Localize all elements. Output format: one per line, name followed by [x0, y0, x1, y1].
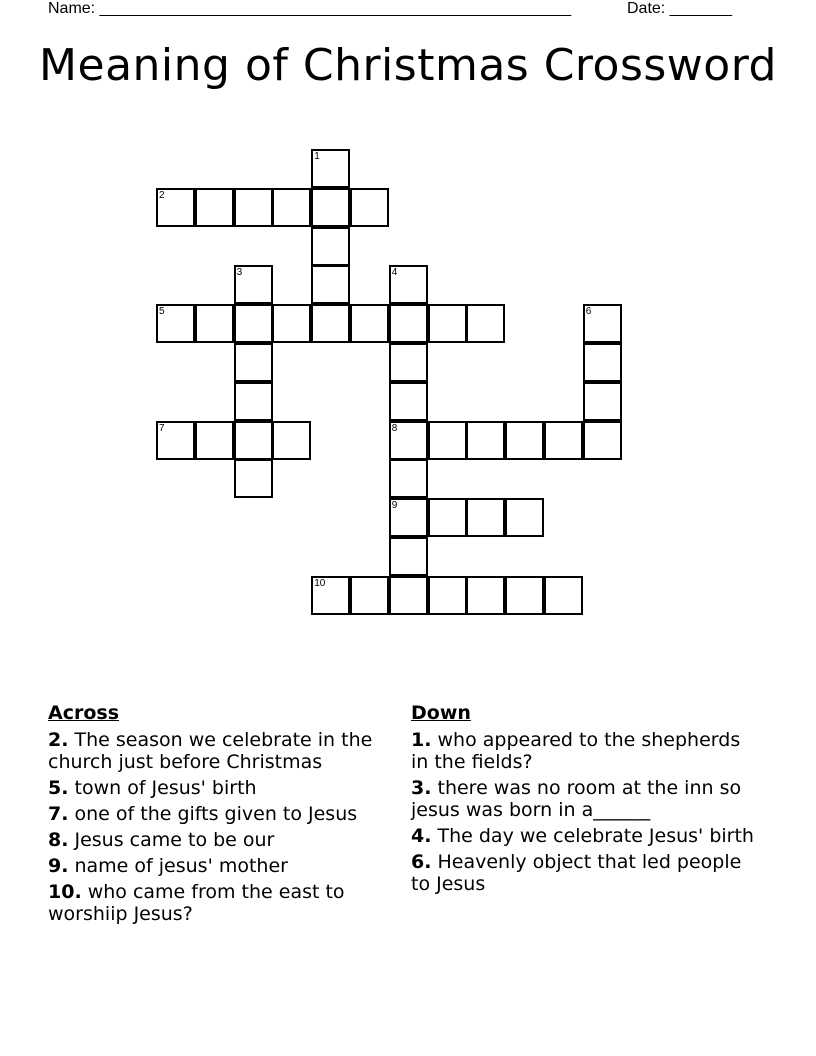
clue-text: who appeared to the shepherds in the fields? — [411, 729, 741, 773]
crossword-cell[interactable] — [428, 421, 467, 460]
crossword-cell[interactable] — [389, 537, 428, 576]
crossword-cell[interactable] — [583, 421, 622, 460]
clue-number: 9. — [48, 855, 69, 877]
cell-number: 9 — [391, 500, 398, 512]
crossword-cell[interactable] — [234, 188, 273, 227]
cell-number: 3 — [236, 267, 243, 279]
cell-number: 1 — [314, 151, 320, 162]
crossword-cell[interactable] — [350, 576, 389, 615]
clue-number: 6. — [411, 851, 432, 873]
down-heading: Down — [411, 702, 471, 724]
crossword-cell[interactable] — [583, 304, 622, 343]
crossword-cell[interactable] — [389, 421, 428, 460]
clue-number: 2. — [48, 729, 69, 751]
across-clue-list — [48, 729, 398, 925]
crossword-cell[interactable] — [272, 304, 311, 343]
crossword-cell[interactable] — [156, 304, 195, 343]
crossword-cell[interactable] — [505, 421, 544, 460]
crossword-cell[interactable] — [156, 188, 195, 227]
crossword-cell[interactable] — [466, 421, 505, 460]
cell-number: 10 — [314, 577, 326, 589]
crossword-cell[interactable] — [505, 576, 544, 615]
clue-number: 7. — [48, 803, 69, 825]
clue-text: town of Jesus' birth — [68, 777, 257, 799]
cell-number: 7 — [159, 422, 165, 434]
across-clue — [48, 881, 398, 925]
crossword-cell[interactable] — [234, 421, 273, 460]
clue-number: 1. — [411, 729, 432, 751]
crossword-cell[interactable] — [234, 343, 273, 382]
across-clue — [48, 855, 398, 877]
clue-text: who came from the east to worshiip Jesus? — [48, 881, 345, 925]
across-clue — [48, 829, 398, 851]
crossword-cell[interactable] — [466, 498, 505, 537]
crossword-cell[interactable] — [389, 576, 428, 615]
crossword-cell[interactable] — [234, 265, 273, 304]
crossword-cell[interactable] — [311, 265, 350, 304]
clue-number: 3. — [411, 777, 432, 799]
clue-text: name of jesus' mother — [68, 855, 288, 877]
crossword-cell[interactable] — [428, 498, 467, 537]
crossword-cell[interactable] — [544, 576, 583, 615]
crossword-cell[interactable] — [389, 382, 428, 421]
down-clue — [411, 851, 756, 895]
crossword-cell[interactable] — [389, 498, 428, 537]
cell-number: 5 — [159, 306, 165, 318]
crossword-cell[interactable] — [583, 343, 622, 382]
crossword-cell[interactable] — [350, 304, 389, 343]
crossword-cell[interactable] — [234, 459, 273, 498]
crossword-cell[interactable] — [234, 304, 273, 343]
clue-number: 8. — [48, 829, 69, 851]
down-clue — [411, 729, 756, 773]
down-clue-list — [411, 729, 756, 895]
crossword-cell[interactable] — [505, 498, 544, 537]
cell-number: 4 — [391, 267, 398, 279]
clue-number: 4. — [411, 825, 432, 847]
cell-number: 2 — [159, 189, 165, 201]
crossword-cell[interactable] — [466, 576, 505, 615]
crossword-cell[interactable] — [466, 304, 505, 343]
clue-text: Jesus came to be our — [68, 829, 275, 851]
crossword-cell[interactable] — [195, 188, 234, 227]
date-blank[interactable]: _______ — [669, 0, 732, 17]
down-clues — [411, 702, 756, 899]
down-clue — [411, 777, 756, 821]
down-clue — [411, 825, 756, 847]
clue-text: The day we celebrate Jesus' birth — [431, 825, 754, 847]
clue-text: The season we celebrate in the church just before Christmas — [48, 729, 373, 773]
cell-number: 8 — [391, 422, 398, 434]
name-label: Name: — [48, 0, 96, 17]
clue-number: 10. — [48, 881, 82, 903]
crossword-cell[interactable] — [195, 304, 234, 343]
crossword-cell[interactable] — [311, 304, 350, 343]
crossword-cell[interactable] — [311, 149, 350, 188]
crossword-cell[interactable] — [311, 576, 350, 615]
clue-text: there was no room at the inn so jesus was born in a______ — [411, 777, 742, 821]
across-clue — [48, 777, 398, 799]
name-blank[interactable]: _____________________________________________________ — [99, 0, 572, 17]
crossword-cell[interactable] — [234, 382, 273, 421]
crossword-cell[interactable] — [428, 576, 467, 615]
across-clue — [48, 729, 398, 773]
clue-text: one of the gifts given to Jesus — [68, 803, 358, 825]
cell-number: 6 — [585, 306, 592, 318]
clue-text: Heavenly object that led people to Jesus — [411, 851, 742, 895]
crossword-cell[interactable] — [350, 188, 389, 227]
across-heading: Across — [48, 702, 120, 724]
crossword-cell[interactable] — [389, 265, 428, 304]
page-title: Meaning of Christmas Crossword — [39, 40, 777, 91]
clue-number: 5. — [48, 777, 69, 799]
crossword-cell[interactable] — [311, 227, 350, 266]
crossword-cell[interactable] — [272, 188, 311, 227]
crossword-cell[interactable] — [428, 304, 467, 343]
crossword-cell[interactable] — [195, 421, 234, 460]
across-clue — [48, 803, 398, 825]
crossword-cell[interactable] — [311, 188, 350, 227]
crossword-cell[interactable] — [389, 343, 428, 382]
across-clues — [48, 702, 398, 929]
crossword-cell[interactable] — [272, 421, 311, 460]
crossword-cell[interactable] — [156, 421, 195, 460]
crossword-cell[interactable] — [389, 304, 428, 343]
crossword-cell[interactable] — [583, 382, 622, 421]
date-label: Date: — [627, 0, 666, 17]
crossword-cell[interactable] — [389, 459, 428, 498]
crossword-cell[interactable] — [544, 421, 583, 460]
